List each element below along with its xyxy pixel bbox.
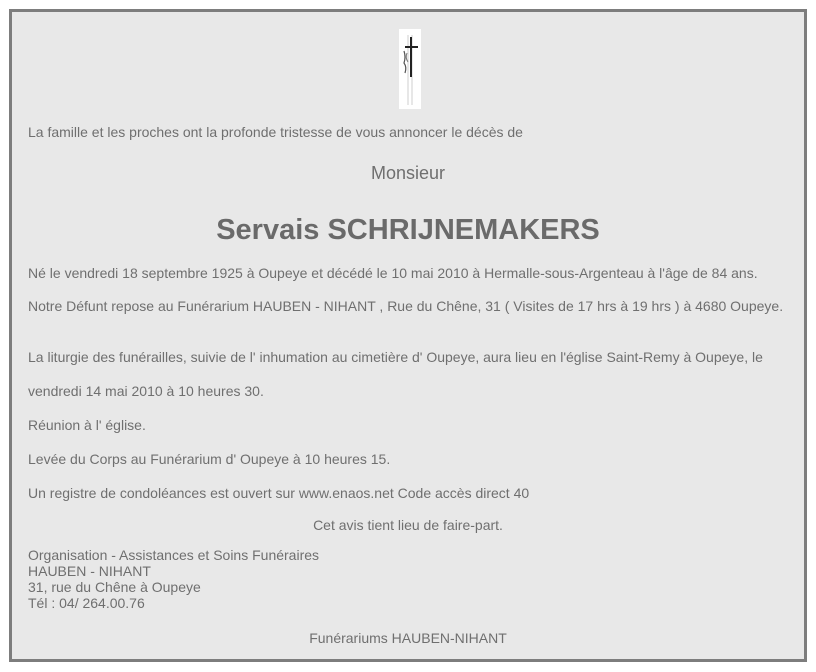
organisation-block xyxy=(28,547,319,611)
deceased-name: Servais SCHRIJNEMAKERS xyxy=(216,214,600,246)
organisation-phone: Tél : 04/ 264.00.76 xyxy=(28,595,145,611)
organisation-line: Organisation - Assistances et Soins Funéraires xyxy=(28,547,320,563)
body-lift-text: Levée du Corps au Funérarium d' Oupeye à 10 heures 15. xyxy=(28,451,391,467)
meeting-text: Réunion à l' église. xyxy=(28,417,146,433)
register-text: Un registre de condoléances est ouvert sur www.enaos.net Code accès direct 40 xyxy=(28,485,530,501)
repose-text: Notre Défunt repose au Funérarium HAUBEN - NIHANT , Rue du Chêne, 31 ( Visites de 17 hrs à 19 hrs ) à 4680 Oupeye. xyxy=(28,298,784,314)
liturgy-date-text: vendredi 14 mai 2010 à 10 heures 30. xyxy=(28,383,264,399)
cross-icon xyxy=(399,29,421,109)
organisation-name: HAUBEN - NIHANT xyxy=(28,563,151,579)
faire-part-text: Cet avis tient lieu de faire-part. xyxy=(313,517,503,533)
obituary-notice xyxy=(9,9,807,662)
footer-text: Funérariums HAUBEN-NIHANT xyxy=(309,630,507,646)
birth-death-text: Né le vendredi 18 septembre 1925 à Oupeye et décédé le 10 mai 2010 à Hermalle-sous-Argenteau à l'âge de 84 ans. xyxy=(28,265,758,281)
organisation-address: 31, rue du Chêne à Oupeye xyxy=(28,579,201,595)
salutation: Monsieur xyxy=(370,163,446,183)
intro-text: La famille et les proches ont la profonde tristesse de vous annoncer le décès de xyxy=(28,124,523,140)
liturgy-text: La liturgie des funérailles, suivie de l' inhumation au cimetière d' Oupeye, aura lieu en l'église Saint-Remy à Oupeye, le xyxy=(28,349,763,365)
